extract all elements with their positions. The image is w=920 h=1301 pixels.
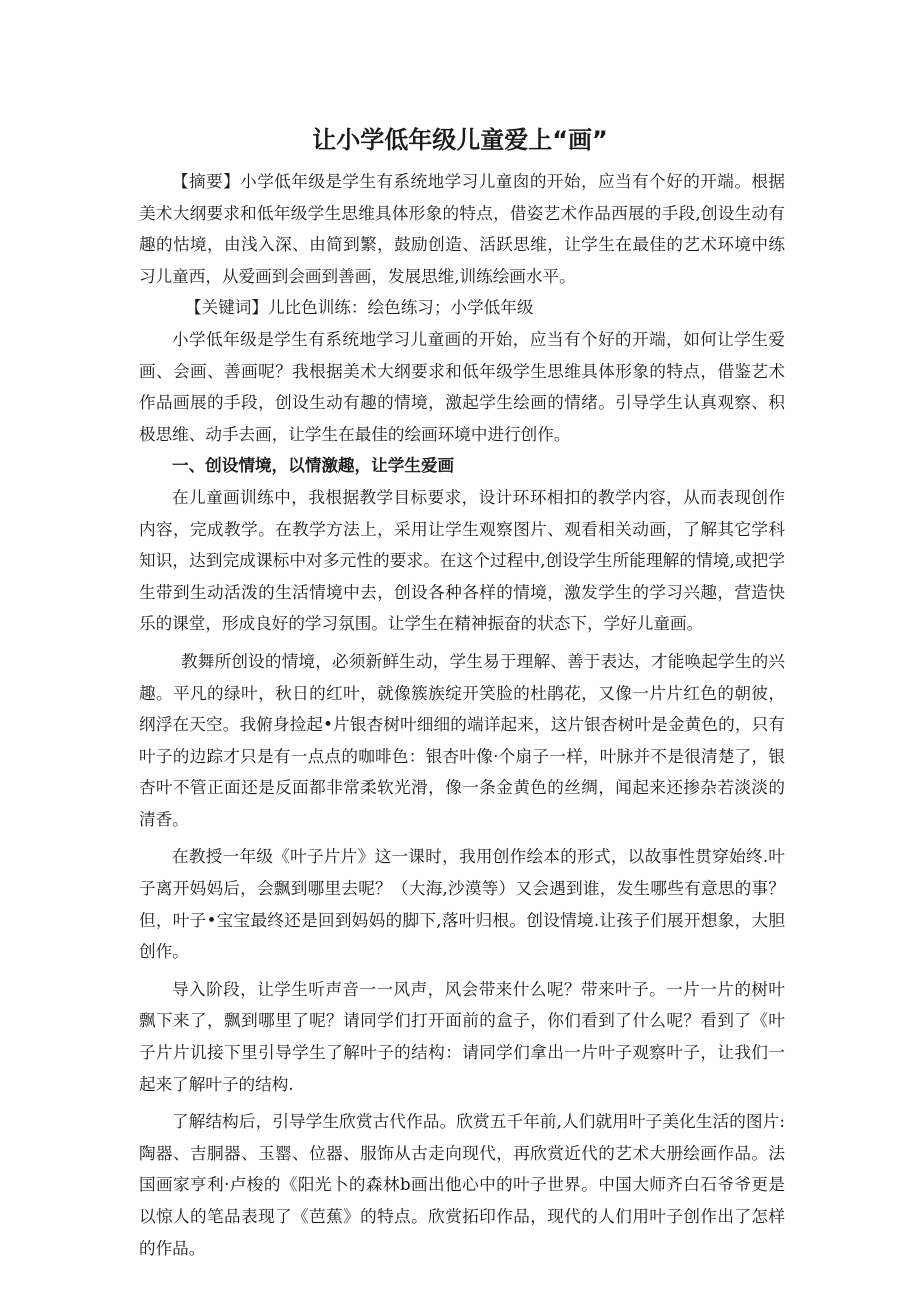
document-body [139,166,785,1264]
document-title: 让小学低年级儿童爱上“画” [312,126,608,154]
body-paragraph: 了解结构后，引导学生欣赏古代作品。欣赏五千年前,人们就用叶子美化生活的图片:陶器、吉胴器、玉罂、位器、服饰从古走向现代，再欣赏近代的艺术大册绘画作品。法国画家亨利·卢梭的《阳光卜的森林b画出他心中的叶子世界。中国大师齐白石爷爷更是以惊人的笔品表现了《芭蕉》的特点。欣赏拓印作品，现代的人们用叶子创作出了怎样的作品。 [139,1112,785,1258]
body-paragraph: 在儿童画训练中，我根据教学目标要求，设计环环相扣的教学内容，从而表现创作内容，完成教学。在教学方法上，采用让学生观察图片、观看相关动画，了解其它学科知识，达到完成课标中对多元性的要求。在这个过程中,创设学生所能理解的情境,或把学生带到生动活泼的生活情境中去，创设各种各样的情境，激发学生的学习兴趣，营造快乐的课堂，形成良好的学习氛围。让学生在精神振奋的状态下，学好儿童画。 [139,487,785,634]
body-paragraph: 在教授一年级《叶子片片》这一课时，我用创作绘本的形式，以故事性贯穿始终.叶子离开妈妈后，会飘到哪里去呢？（大海,沙漠等）又会遇到谁，发生哪些有意思的事？但，叶子•宝宝最终还是回到妈妈的脚下,落叶归根。创设情境.让孩子们展开想象，大胆创作。 [139,847,785,962]
intro-paragraph: 小学低年级是学生有系统地学习儿童画的开始，应当有个好的开端，如何让学生爱画、会画、善画呢？我根据美术大纲要求和低年级学生思维具体形象的特点，借鉴艺术作品画展的手段，创设生动有趣的情境，激起学生绘画的情绪。引导学生认真观察、积极思维、动手去画，让学生在最佳的绘画环境中进行创作。 [139,329,785,444]
keywords-paragraph: 【关键词】儿比色训练：绘色练习；小学低年级 [185,298,534,318]
section-heading: 一、创设情境，以情激趣，让学生爱画 [172,456,455,476]
body-paragraph: 教舞所创设的情境，必须新鲜生动，学生易于理解、善于表达，才能唤起学生的兴趣。平凡的绿叶，秋日的红叶，就像簇族绽开笑脸的杜鹃花，又像一片片红色的朝彼，纲浮在天空。我俯身捡起•片银杏树叶细细的端详起来，这片银杏树叶是金黄色的，只有叶子的边踪才只是有一点点的咖啡色：银杏叶像·个扇子一样，叶脉并不是很清楚了，银杏叶不管正面还是反面都非常柔软光滑，像一条金黄色的丝绸，闻起来还掺杂若淡淡的清香。 [139,651,785,829]
abstract-paragraph: 【摘要】小学低年级是学生有系统地学习儿童囱的开始，应当有个好的开端。根据美术大纲要求和低年级学生思维具体形象的特点，借姿艺术作品西展的手段,创设生动有趣的怙境，由浅入深、由简到繁，鼓励创造、活跃思维，让学生在最佳的艺术环境中练习儿童西，从爱画到会画到善画，发展思维,训练绘画水平。 [139,172,785,286]
body-paragraph: 导入阶段，让学生听声音一一风声，风会带来什么呢？带来叶子。一片一片的树叶飘下来了，飘到哪里了呢？请同学们打开面前的盒子，你们看到了什么呢？看到了《叶子片片讥接下里引导学生了解叶子的结构：请同学们拿出一片叶子观察叶子，让我们一起来了解叶子的结构. [139,979,785,1094]
